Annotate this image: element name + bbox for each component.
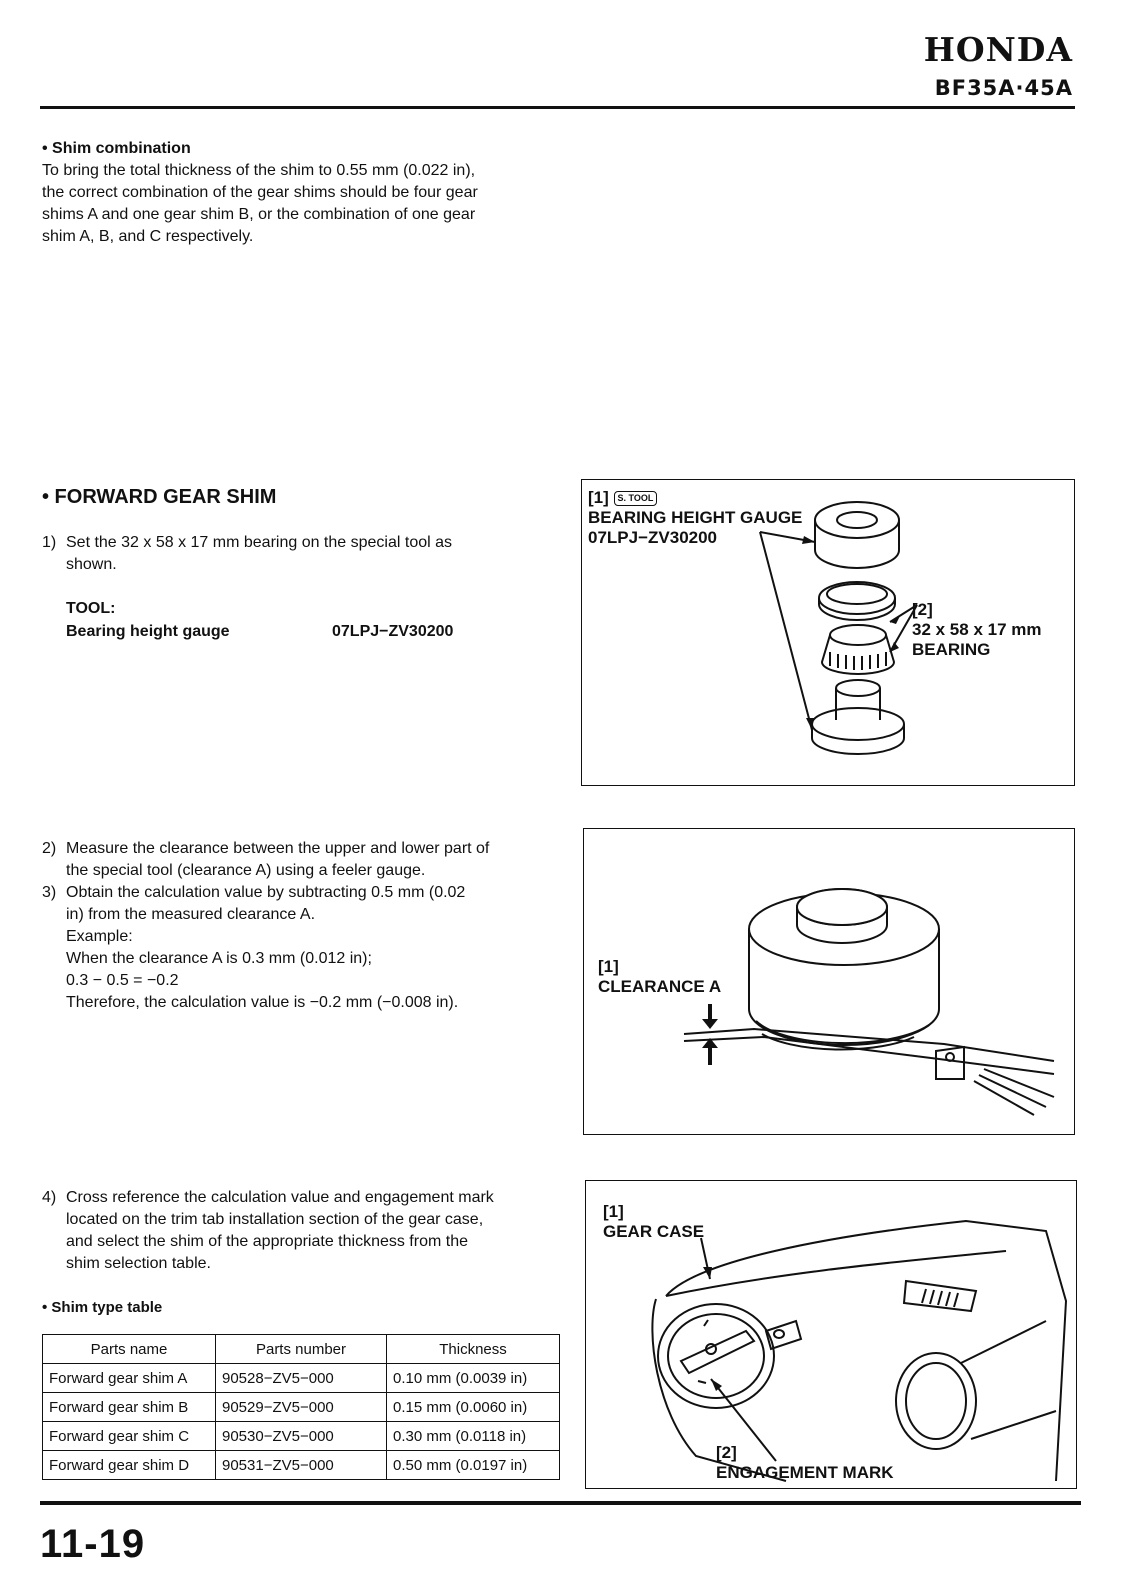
shim-combination-line: the correct combination of the gear shims should be four gear bbox=[42, 184, 478, 201]
tool-label: TOOL: bbox=[66, 600, 116, 617]
tool-number: 07LPJ−ZV30200 bbox=[332, 623, 454, 640]
step-line: Therefore, the calculation value is −0.2 mm (−0.008 in). bbox=[66, 994, 459, 1011]
step-line: Obtain the calculation value by subtracting 0.5 mm (0.02 bbox=[66, 884, 466, 901]
label-text: 07LPJ−ZV30200 bbox=[588, 528, 718, 547]
page-number: 11-19 bbox=[40, 1522, 146, 1566]
label-number: [1] bbox=[603, 1202, 624, 1221]
step-line: Set the 32 x 58 x 17 mm bearing on the special tool as bbox=[66, 534, 453, 551]
label-number: [2] bbox=[912, 600, 933, 619]
table-cell: Forward gear shim D bbox=[43, 1451, 216, 1480]
shim-table-title: • Shim type table bbox=[42, 1299, 163, 1316]
step-number: 3) bbox=[42, 884, 57, 901]
column-header: Parts name bbox=[43, 1335, 216, 1364]
label-text: BEARING HEIGHT GAUGE bbox=[588, 508, 803, 527]
special-tool-badge: S. TOOL bbox=[614, 491, 658, 506]
model-name: BF35A·45A bbox=[934, 76, 1073, 100]
label-number: [1] bbox=[598, 957, 619, 976]
fig1-label-2 bbox=[912, 600, 1041, 660]
table-cell: 90530−ZV5−000 bbox=[216, 1422, 387, 1451]
step-line: located on the trim tab installation section of the gear case, bbox=[66, 1211, 484, 1228]
shim-combination-section bbox=[42, 138, 582, 248]
column-header: Thickness bbox=[387, 1335, 560, 1364]
label-text: ENGAGEMENT MARK bbox=[716, 1463, 894, 1482]
table-cell: 0.30 mm (0.0118 in) bbox=[387, 1422, 560, 1451]
step-line: 0.3 − 0.5 = −0.2 bbox=[66, 972, 179, 989]
table-row bbox=[43, 1364, 560, 1393]
step-line: Measure the clearance between the upper and lower part of bbox=[66, 840, 490, 857]
table-cell: 0.15 mm (0.0060 in) bbox=[387, 1393, 560, 1422]
label-number: [2] bbox=[716, 1443, 737, 1462]
step-line: and select the shim of the appropriate thickness from the bbox=[66, 1233, 468, 1250]
step-line: in) from the measured clearance A. bbox=[66, 906, 316, 923]
tool-name: Bearing height gauge bbox=[66, 623, 230, 640]
shim-combination-title: • Shim combination bbox=[42, 140, 191, 157]
figure-gear-case bbox=[585, 1180, 1077, 1489]
table-cell: Forward gear shim C bbox=[43, 1422, 216, 1451]
shim-type-table bbox=[42, 1334, 560, 1480]
figure-bearing-height-gauge bbox=[581, 479, 1075, 786]
label-number: [1] bbox=[588, 488, 609, 507]
table-cell: 0.10 mm (0.0039 in) bbox=[387, 1364, 560, 1393]
step-line: When the clearance A is 0.3 mm (0.012 in); bbox=[66, 950, 372, 967]
step-number: 2) bbox=[42, 840, 57, 857]
label-text: GEAR CASE bbox=[603, 1222, 705, 1241]
section-heading: • FORWARD GEAR SHIM bbox=[42, 486, 277, 508]
label-text: 32 x 58 x 17 mm bbox=[912, 620, 1042, 639]
shim-combination-line: shims A and one gear shim B, or the combination of one gear bbox=[42, 206, 476, 223]
fig2-label bbox=[598, 957, 721, 997]
step-line: Example: bbox=[66, 928, 133, 945]
step-line: shim selection table. bbox=[66, 1255, 211, 1272]
label-text: CLEARANCE A bbox=[598, 977, 722, 996]
step-2 bbox=[42, 838, 572, 882]
shim-combination-line: shim A, B, and C respectively. bbox=[42, 228, 254, 245]
table-row bbox=[43, 1451, 560, 1480]
fig3-label-2 bbox=[716, 1443, 894, 1483]
step-3 bbox=[42, 882, 572, 1014]
label-text: BEARING bbox=[912, 640, 991, 659]
fig1-label-1 bbox=[588, 488, 802, 548]
table-cell: 90531−ZV5−000 bbox=[216, 1451, 387, 1480]
shim-combination-line: To bring the total thickness of the shim to 0.55 mm (0.022 in), bbox=[42, 162, 476, 179]
step-number: 1) bbox=[42, 534, 57, 551]
step-line: the special tool (clearance A) using a feeler gauge. bbox=[66, 862, 426, 879]
table-cell: Forward gear shim B bbox=[43, 1393, 216, 1422]
step-4 bbox=[42, 1187, 572, 1275]
step-line: Cross reference the calculation value and engagement mark bbox=[66, 1189, 494, 1206]
fig3-label-1 bbox=[603, 1202, 704, 1242]
table-header-row bbox=[43, 1335, 560, 1364]
brand-logo: HONDA bbox=[923, 30, 1073, 69]
footer-rule bbox=[40, 1501, 1081, 1505]
header-rule bbox=[40, 106, 1075, 109]
figure-clearance-a bbox=[583, 828, 1075, 1135]
table-row bbox=[43, 1393, 560, 1422]
table-cell: 0.50 mm (0.0197 in) bbox=[387, 1451, 560, 1480]
table-cell: 90529−ZV5−000 bbox=[216, 1393, 387, 1422]
step-number: 4) bbox=[42, 1189, 57, 1206]
column-header: Parts number bbox=[216, 1335, 387, 1364]
step-line: shown. bbox=[66, 556, 117, 573]
table-cell: 90528−ZV5−000 bbox=[216, 1364, 387, 1393]
table-cell: Forward gear shim A bbox=[43, 1364, 216, 1393]
table-row bbox=[43, 1422, 560, 1451]
step-1 bbox=[42, 532, 567, 576]
